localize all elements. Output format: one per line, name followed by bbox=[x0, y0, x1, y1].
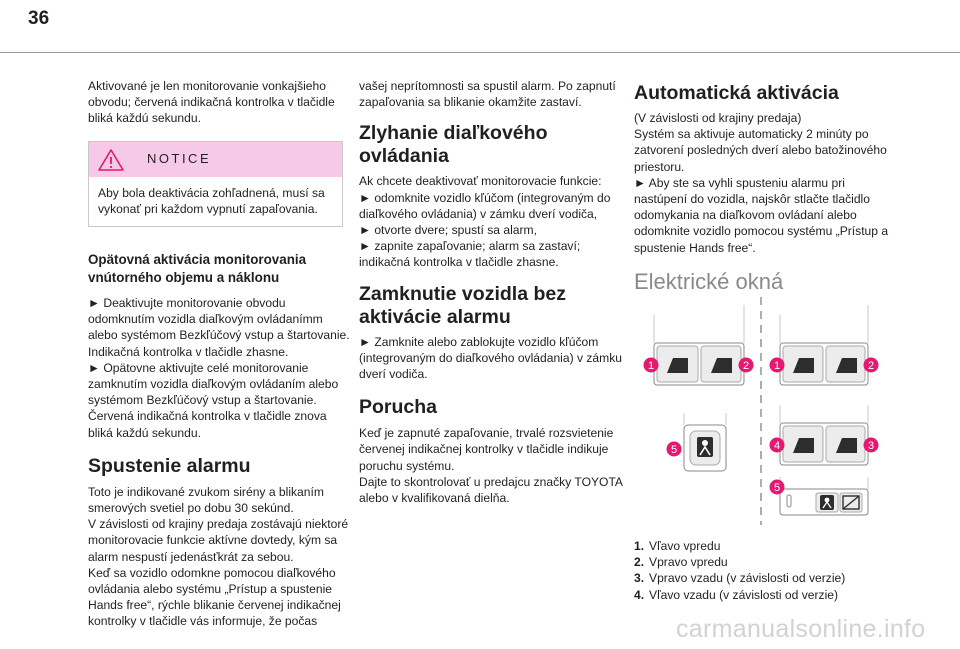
header-divider bbox=[0, 52, 960, 53]
callout-1-label: 1 bbox=[647, 360, 655, 372]
power-windows-title: Elektrické okná bbox=[634, 268, 784, 294]
lock-without-alarm-heading: Zamknutie vozidla bez aktivácie alarmu bbox=[359, 282, 566, 328]
window-legend bbox=[634, 538, 889, 603]
auto-activation-heading: Automatická aktivácia bbox=[634, 82, 839, 104]
failure-heading: Zlyhanie diaľkového ovládania bbox=[359, 122, 548, 168]
callout-1-right bbox=[770, 358, 785, 373]
callout-5-left bbox=[667, 442, 682, 457]
watermark: carmanualsonline.info bbox=[676, 615, 926, 643]
notice-title: NOTICE bbox=[147, 150, 212, 166]
legend-item: 3. Vpravo vzadu (v závislosti od verzie) bbox=[634, 571, 846, 586]
page-number: 36 bbox=[28, 8, 50, 29]
svg-text:1: 1 bbox=[773, 360, 781, 372]
continued-text: vašej neprítomnosti sa spustil alarm. Po zapnutí zapaľovania sa blikanie okamžite zastaví. bbox=[359, 79, 616, 110]
column-1 bbox=[88, 78, 350, 630]
trigger-text: Toto je indikované zvukom sirény a blikaním smerových svetiel po dobu 30 sekúnd. V závislosti od krajiny predaja zostávajú niektoré monitorovacie funkcie aktívne dovtedy, kým sa alarm nespustí jedenásťkrát za sebou. Keď sa vozidlo odomkne pomocou diaľkového ovládania alebo systému „Prístup a spustenie Hands free“, rýchle blikanie červenej indikačnej kontrolky v tlačidle vás informuje, že počas bbox=[88, 484, 349, 629]
lock-without-alarm-text: ► Zamknite alebo zablokujte vozidlo kľúčom (integrovaným do diaľkového ovládania) v zámku dverí vodiča. bbox=[359, 334, 623, 382]
intro-text: Aktivované je len monitorovanie vonkajšieho obvodu; červená indikačná kontrolka v tlačidle bliká každú sekundu. bbox=[88, 79, 335, 126]
left-lock-switch-panel bbox=[684, 413, 726, 471]
callout-2-right bbox=[864, 358, 879, 373]
malfunction-text: Keď je zapnuté zapaľovanie, trvalé rozsvietenie červenej indikačnej kontrolky v tlačidle indikuje poruchu systému. Dajte to skontrolovať u predajcu značky TOYOTA alebo v kvalifikovaná dielňa. bbox=[359, 426, 624, 506]
malfunction-heading: Porucha bbox=[359, 396, 438, 419]
notice-box bbox=[88, 141, 343, 227]
callout-4 bbox=[770, 438, 785, 453]
svg-text:2: 2 bbox=[867, 360, 875, 372]
svg-text:5: 5 bbox=[773, 482, 781, 494]
callout-5-right bbox=[770, 480, 785, 495]
reactivation-text: ► Deaktivujte monitorovanie obvodu odomknutím vozidla diaľkovým ovládanímm alebo systémom Bezkľúčový vstup a štartovanie. Indikačná kontrolka v tlačidle zhasne. ► Opätovne aktivujte celé monitorovanie zamknutím vozidla diaľkovým ovládaním alebo systémom Bezkľúčový vstup a štartovanie. Červená indikačná kontrolka v tlačidle znova bliká každú sekundu. bbox=[88, 296, 350, 440]
callout-2-left bbox=[739, 358, 754, 373]
legend-item: 2. Vpravo vpredu bbox=[634, 555, 728, 570]
column-2 bbox=[359, 78, 624, 506]
legend-item: 4. Vľavo vzadu (v závislosti od verzie) bbox=[634, 587, 839, 602]
callout-2-label: 2 bbox=[742, 360, 750, 372]
callout-3-label: 3 bbox=[867, 440, 875, 452]
column-3 bbox=[634, 82, 889, 296]
trigger-heading: Spustenie alarmu bbox=[88, 454, 251, 477]
notice-header bbox=[89, 142, 342, 177]
callout-5-label: 5 bbox=[670, 444, 678, 456]
legend-item: 1. Vľavo vpredu bbox=[634, 539, 721, 553]
callout-4-label: 4 bbox=[773, 440, 781, 452]
failure-text: Ak chcete deaktivovať monitorovacie funkcie: ► odomknite vozidlo kľúčom (integrovaným do diaľkového ovládania) v zámku dverí vodiča, ► otvorte dvere; spustí sa alarm, ► zapnite zapaľovanie; alarm sa zastaví; indikačná kontrolka v tlačidle zhasne. bbox=[359, 174, 611, 270]
window-switch-diagram bbox=[640, 295, 890, 527]
callout-3 bbox=[864, 438, 879, 453]
notice-body: Aby bola deaktivácia zohľadnená, musí sa vykonať pri každom vypnutí zapaľovania. bbox=[98, 185, 325, 216]
right-lock-switch-panel bbox=[780, 477, 868, 515]
reactivation-heading: Opätovná aktivácia monitorovania vnútorného objemu a náklonu bbox=[88, 252, 307, 286]
auto-activation-text: (V závislosti od krajiny predaja) Systém sa aktivuje automaticky 2 minúty po zatvorení posledných dverí alebo batožinového priestoru. ► Aby ste sa vyhli spusteniu alarmu pri nastúpení do vozidla, najskôr stlačte tlačidlo odomykania na diaľkovom ovládaní alebo odomknite vozidlo pomocou systému „Prístup a spustenie Hands free“. bbox=[634, 111, 889, 255]
warning-icon bbox=[97, 148, 125, 172]
right-rear-switch-panel bbox=[780, 405, 868, 465]
left-front-switch-panel bbox=[654, 305, 744, 385]
right-front-switch-panel bbox=[780, 305, 868, 385]
callout-1-left bbox=[644, 358, 659, 373]
